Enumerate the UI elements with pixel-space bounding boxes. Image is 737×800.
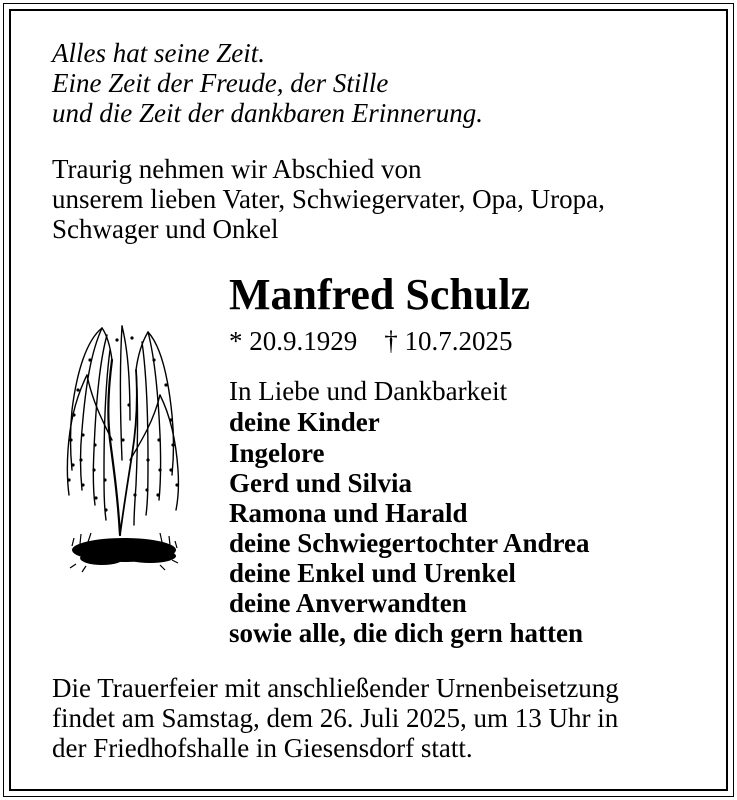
mourner-line: deine Kinder [229,407,380,437]
mourner-line: deine Anverwandten [229,588,467,618]
quote-line: und die Zeit der dankbaren Erinnerung. [52,98,483,128]
quote-line: Eine Zeit der Freude, der Stille [52,68,389,98]
mourners-intro: In Liebe und Dankbarkeit [229,376,508,406]
deceased-name: Manfred Schulz [229,270,531,319]
mourner-line: Gerd und Silvia [229,468,413,498]
life-dates: * 20.9.1929 † 10.7.2025 [229,326,513,356]
funeral-info-line: der Friedhofshalle in Giesensdorf statt. [52,733,473,763]
funeral-info-line: findet am Samstag, dem 26. Juli 2025, um 13 Uhr in [52,703,619,733]
intro-line: Schwager und Onkel [52,214,279,244]
mourner-line: Ramona und Harald [229,498,468,528]
intro-line: unserem lieben Vater, Schwiegervater, Opa, Uropa, [52,184,605,214]
mourner-line: sowie alle, die dich gern hatten [229,618,583,648]
quote-line: Alles hat seine Zeit. [52,38,265,68]
intro-line: Traurig nehmen wir Abschied von [52,154,422,184]
mourner-line: Ingelore [229,438,325,468]
mourner-line: deine Enkel und Urenkel [229,558,516,588]
mourner-line: deine Schwiegertochter Andrea [229,528,590,558]
weeping-willow-icon [62,320,187,580]
funeral-info-line: Die Trauerfeier mit anschließender Urnenbeisetzung [52,673,619,703]
